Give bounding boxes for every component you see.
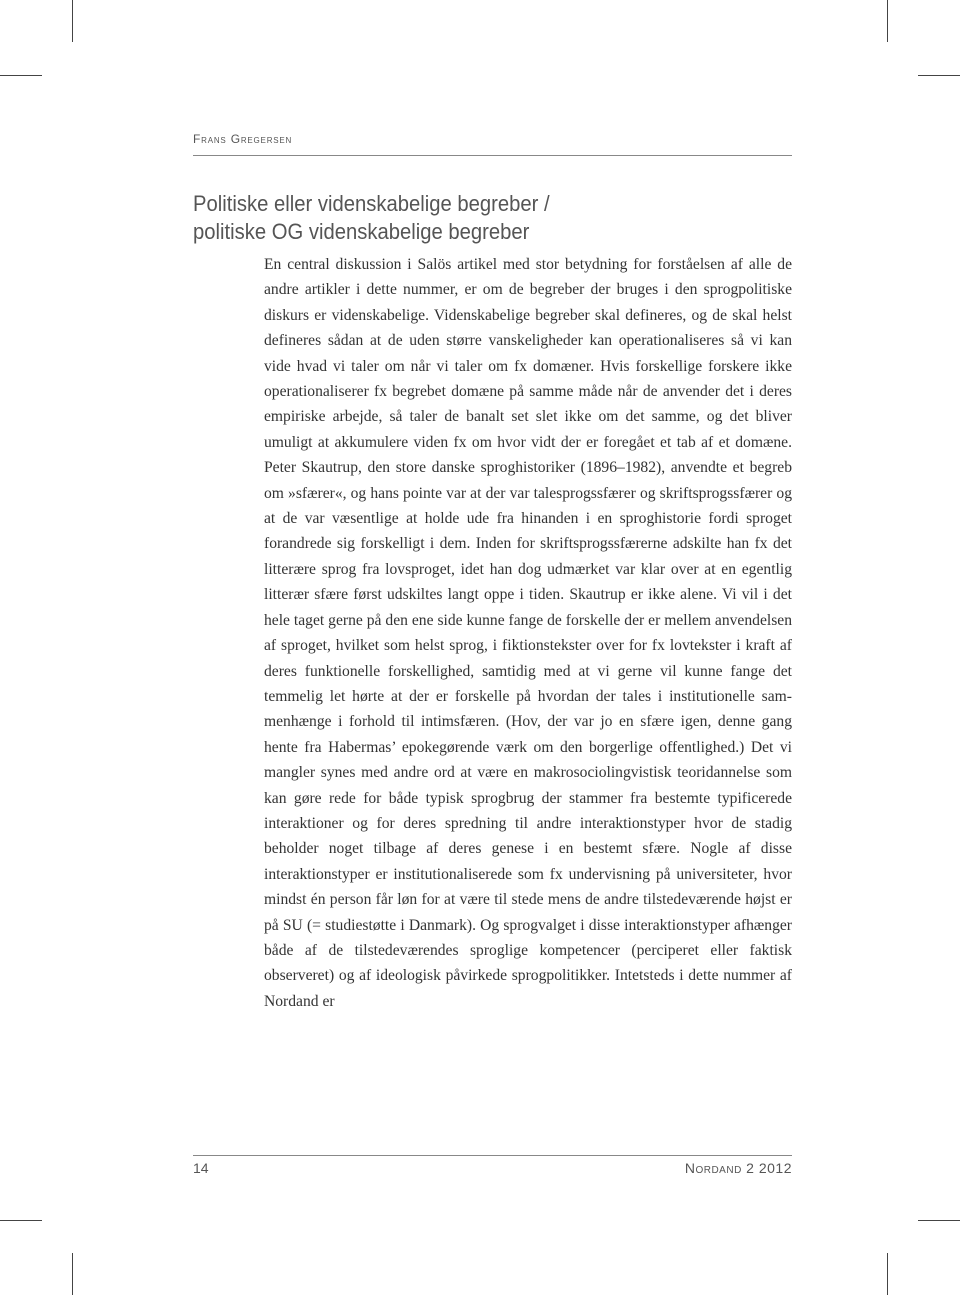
header-rule: [193, 155, 792, 156]
body-paragraph: En central diskussion i Salös artikel med stor betydning for forståelsen af alle de andre artikler i dette nummer, er om de begreber der bruges i den sprogpolitiske diskurs er videnskabelige. Videnskabelige begreber skal defineres, og de skal helst defineres sådan at de uden større vanskeligheder kan operationaliseres så vi kan vide hvad vi taler om når vi taler om fx domæner. Hvis forskellige forskere ikke operationaliserer fx begrebet domæne på samme måde når de anvender det i deres empiriske arbejde, så taler de banalt set slet ikke om det samme, og det bliver umuligt at akkumulere viden fx om hvor vidt der er foregået et tab af et domæne. Peter Skautrup, den store danske sproghistoriker (1896–1982), anvendte et begreb om »sfærer«, og hans pointe var at der var talesprogssfærer og skriftsprogssfærer og at de var væsentlige at holde ude fra hinanden i en sproghistorie fordi sproget forandrede sig forskelligt i dem. Inden for skriftsprogssfærerne adskilte han fx det litterære sprog fra lovsproget, idet han dog udmærket var klar over at en egentlig litterær sfære først udskiltes langt oppe i tiden. Skautrup er ikke alene. Vi vil i det hele taget gerne på den ene side kunne fange de forskelle der er mellem anvendelsen af sproget, hvilket som helst sprog, i fiktionstekster over for fx lovtekster i kraft af deres funktionelle forskellighed, samtidig med at vi gerne vil kunne fange det temmelig let hørte at der er forskelle på hvordan der tales i institutionelle sammenhænge i forhold til intimsfæren. (Hov, der var jo en sfære igen, denne gang hente fra Habermas’ epokegørende værk om den borgerlige offentlighed.) Det vi mangler synes med andre ord at være en makrosociolingvistisk teoridannelse som kan gøre rede for både typisk sprogbrug der stammer fra bestemte typificerede interaktioner og for deres spredning til andre interaktionstyper hvor de stadig beholder noget tilbage af deres genese i en bestemt sfære. Nogle af disse interaktionstyper er institutionaliserede som fx undervisning på universiteter, hvor mindst én person får løn for at være til stede mens de andre tilstedeværende højst er på SU (= studiestøtte i Danmark). Og sprogvalget i disse interaktionstyper afhænger både af de tilstedeværendes sproglige kompetencer (perciperet eller faktisk observeret) og af ideologisk påvirkede sprogpolitikker. Intetsteds i dette nummer af Nordand er: [264, 256, 792, 1010]
crop-mark: [72, 1253, 73, 1295]
running-head: Frans Gregersen: [193, 132, 293, 146]
crop-mark: [887, 1253, 888, 1295]
crop-mark: [918, 1220, 960, 1221]
crop-mark: [0, 1220, 42, 1221]
page-number: 14: [193, 1160, 209, 1176]
crop-mark: [0, 75, 42, 76]
section-title-line-1: Politiske eller videnskabelige begreber /: [193, 191, 550, 216]
section-title: [193, 190, 744, 246]
journal-reference: Nordand 2 2012: [684, 1160, 792, 1176]
crop-mark: [72, 0, 73, 42]
section-title-line-2: politiske OG videnskabelige begreber: [193, 219, 530, 244]
footer-rule: [193, 1155, 792, 1156]
crop-mark: [918, 75, 960, 76]
crop-mark: [887, 0, 888, 42]
